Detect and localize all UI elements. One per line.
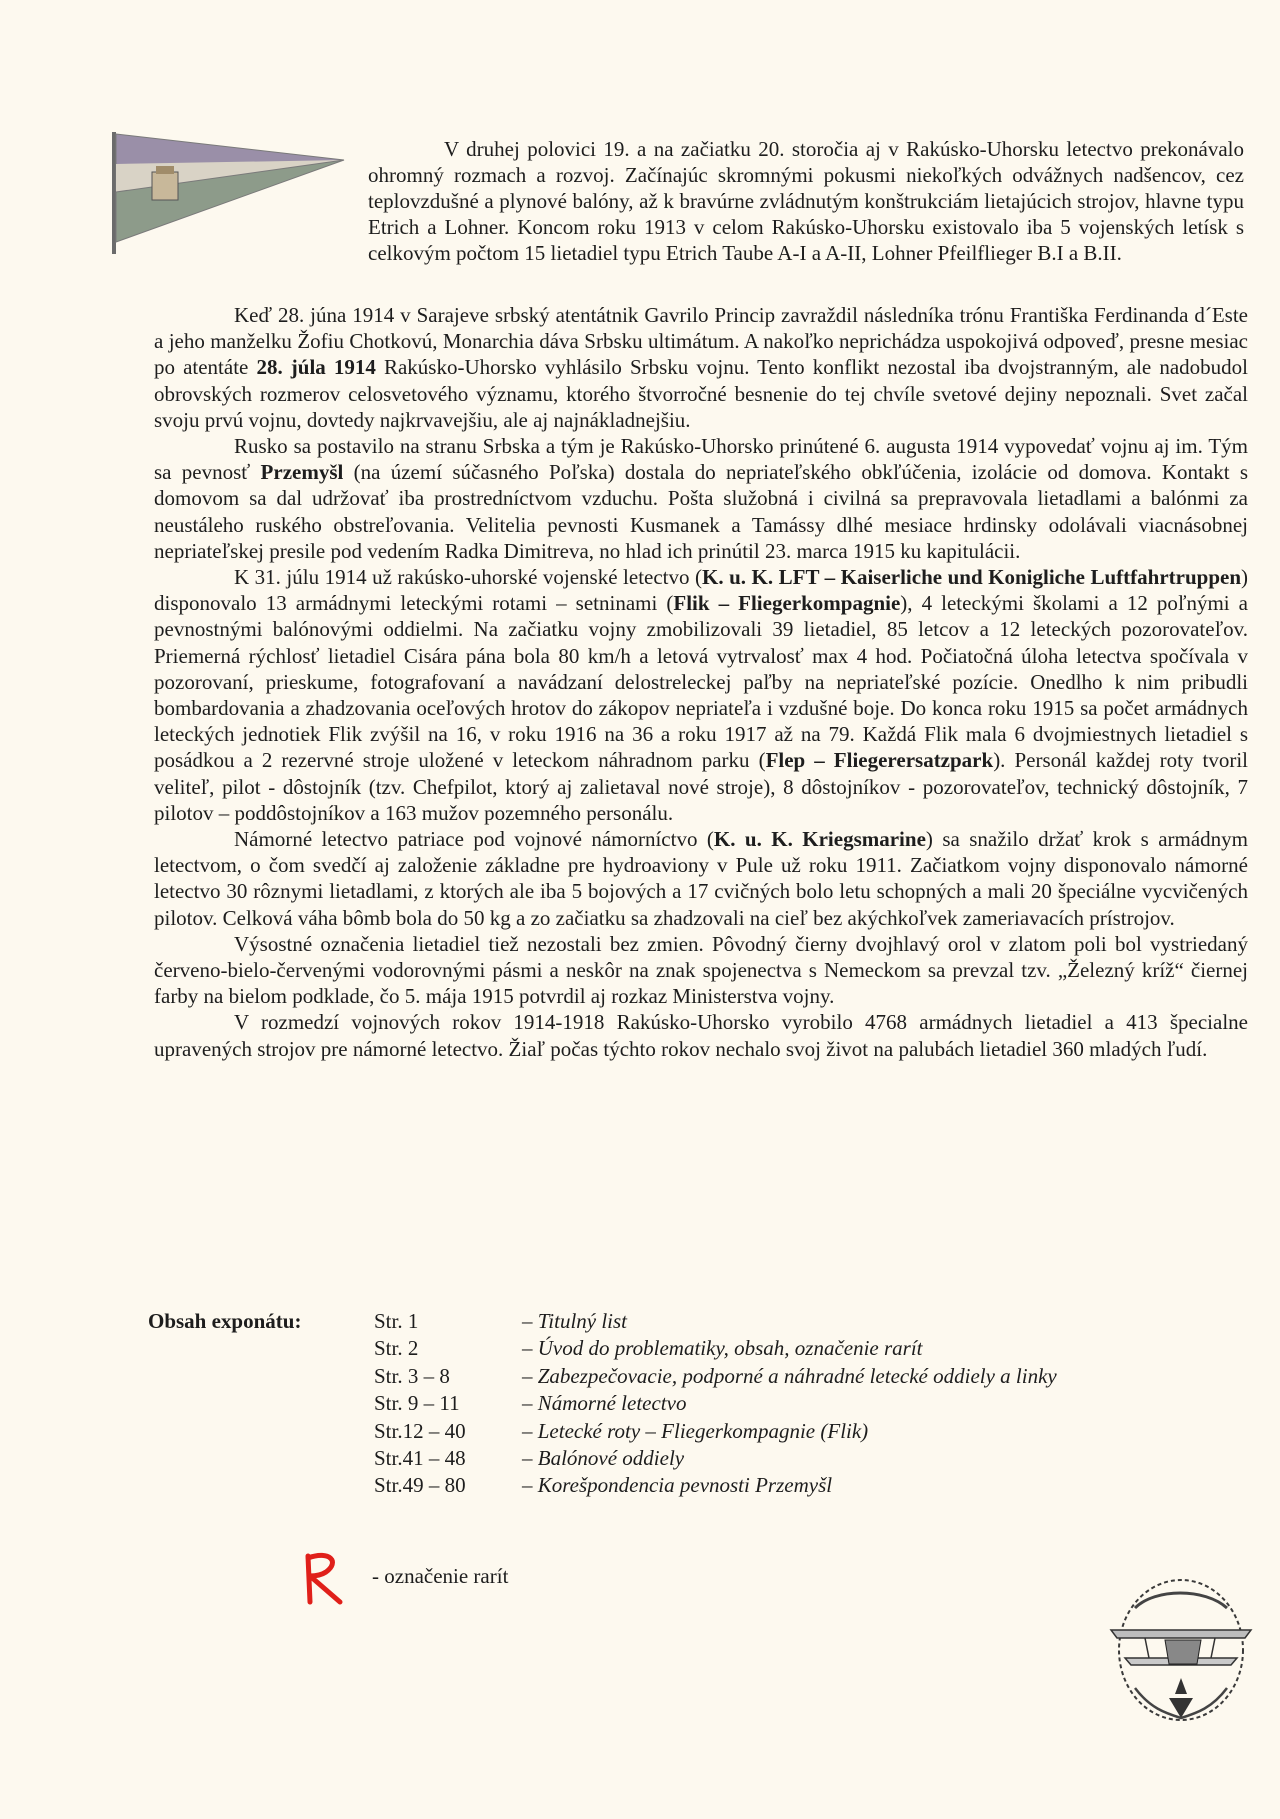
bold-term: Przemyšl — [260, 460, 344, 485]
bold-term: K. u. K. LFT – Kaiserliche und Konigliche Luftfahrtruppen — [702, 565, 1241, 590]
contents-pages: Str. 9 – 11 — [374, 1391, 460, 1416]
contents-row — [374, 1308, 1274, 1335]
contents-desc: – Korešpondencia pevnosti Przemyšl — [522, 1473, 833, 1498]
contents-desc: – Titulný list — [522, 1309, 628, 1333]
text-segment: Rusko sa postavilo na stranu Srbska a tým je Rakúsko-Uhorsko prinútené 6. augusta 1914 vypovedať vojnu aj im. Tým sa pevnosť — [154, 434, 1248, 485]
paragraph — [154, 1009, 1248, 1061]
text-segment: Keď 28. júna 1914 v Sarajeve srbský atentátnik Gavrilo Princip zavraždil následníka trónu Františka Ferdinanda d´Este a jeho manželku Žofiu Chotkovú, Monarchia dáva Srbsku ultimátum. A nakoľko neprichádza uspokojivá odpoveď, presne mesiac po atentáte — [154, 303, 1248, 380]
text-segment: Rakúsko-Uhorsko vyhlásilo Srbsku vojnu. Tento konflikt nezostal iba dvojstranným, ale nadobudol obrovských rozmerov celosvetového významu, ktorého štvorročné besnenie do tej chvíle svetové dejiny nepoznali. Svet začal svoju prvú vojnu, dovtedy najkrvavejšiu, ale aj najnákladnejšiu. — [154, 355, 1248, 432]
contents-pages: Str. 3 – 8 — [374, 1363, 450, 1388]
text-segment: ) disponovalo 13 armádnymi leteckými rotami – setninami ( — [154, 565, 1248, 616]
contents-pages: Str.12 – 40 — [374, 1418, 466, 1443]
contents-row — [374, 1445, 1274, 1472]
contents-title: Obsah exponátu: — [148, 1309, 302, 1333]
paragraph — [154, 302, 1248, 433]
rarity-mark-icon — [300, 1550, 352, 1606]
bold-term: Flep – Fliegerersatzpark — [765, 748, 994, 773]
bold-term: Flik – Fliegerkompagnie — [673, 591, 901, 616]
intro-paragraph: V druhej polovici 19. a na začiatku 20. storočia aj v Rakúsko-Uhorsku letectvo prekonávalo ohromný rozmach a rozvoj. Začínajúc skromnými pokusmi niekoľkých odvážnych nadšencov, cez teplovzdušné a plynové balóny, až k bravúrne zvládnutým konštrukciám lietajúcich strojov, hlavne typu Etrich a Lohner. Koncom roku 1913 v celom Rakúsko-Uhorsku existovalo iba 5 vojenských letísk s celkovým počtom 15 lietadiel typu Etrich Taube A-I a A-II, Lohner Pfeilflieger B.I a B.II. — [368, 137, 1244, 265]
text-segment: ). Personál každej roty tvoril veliteľ, pilot - dôstojník (tzv. Chefpilot, ktorý aj zalietaval nové stroje), 8 dôstojníkov - pozorovateľov, technický dôstojník, 7 pilotov – poddôstojníkov a 163 mužov pozemného personálu. — [154, 748, 1248, 825]
text-segment: (na území súčasného Poľska) dostala do nepriateľského obkľúčenia, izolácie od domova. Kontakt s domovom sa dal udržovať iba prostredníctvom vzduchu. Pošta služobná i civilná sa prepravovala lietadlami a balónmi za neustáleho ruského obstreľovania. Velitelia pevnosti Kusmanek a Tamássy dlhé mesiace hrdinsky odolávali viacnásobnej nepriateľskej presile pod vedením Radka Dimitreva, no hlad ich prinútil 23. marca 1915 ku kapitulácii. — [154, 460, 1248, 563]
paragraph — [154, 826, 1248, 931]
text-segment: ) sa snažilo držať krok s armádnym letectvom, o čom svedčí aj založenie základne pre hydroaviony v Pule už roku 1911. Začiatkom vojny disponovalo námorné letectvo 30 rôznymi lietadlami, z ktorých ale iba 5 bojových a 17 cvičných bolo letu schopných a mali 20 špeciálne vycvičených pilotov. Celková váha bômb bola do 50 kg a zo začiatku sa zhadzovali na cieľ bez akýchkoľvek zameriavacích prístrojov. — [154, 827, 1249, 930]
contents-desc: – Zabezpečovacie, podporné a náhradné letecké oddiely a linky — [522, 1363, 1057, 1388]
contents-row — [374, 1418, 1274, 1445]
bold-date: 28. júla 1914 — [256, 355, 376, 380]
contents-row — [374, 1390, 1274, 1417]
paragraph — [154, 564, 1248, 826]
text-segment: V rozmedzí vojnových rokov 1914-1918 Rakúsko-Uhorsko vyrobilo 4768 armádnych lietadiel a 413 špecialne upravených strojov pre námorné letectvo. Žiaľ počas týchto rokov nechalo svoj život na palubách lietadiel 360 mladých ľudí. — [154, 1010, 1248, 1061]
contents-desc: – Námorné letectvo — [522, 1391, 687, 1416]
contents-row — [374, 1472, 1274, 1499]
rarity-label: - označenie rarít — [372, 1564, 509, 1588]
contents-desc: – Úvod do problematiky, obsah, označenie rarít — [522, 1336, 923, 1361]
contents-pages: Str.49 – 80 — [374, 1473, 466, 1498]
contents-desc: – Balónové oddiely — [522, 1446, 685, 1470]
text-segment: K 31. júlu 1914 už rakúsko-uhorské vojenské letectvo ( — [234, 565, 703, 590]
contents-pages: Str. 2 — [374, 1336, 419, 1361]
paragraph — [154, 931, 1248, 1010]
contents-pages: Str. 1 — [374, 1309, 419, 1333]
paragraph — [154, 433, 1248, 564]
text-segment: Námorné letectvo patriace pod vojnové námorníctvo ( — [234, 827, 714, 852]
aviation-emblem-icon — [1105, 1568, 1257, 1730]
pennant-flag-icon — [108, 130, 348, 260]
bold-term: K. u. K. Kriegsmarine — [713, 827, 926, 852]
text-segment: Výsostné označenia lietadiel tiež nezostali bez zmien. Pôvodný čierny dvojhlavý orol v zlatom poli bol vystriedaný červeno-bielo-červenými vodorovnými pásmi a neskôr na znak spojenectva s Nemeckom sa prevzal tzv. „Železný kríž“ čiernej farby na bielom podklade, čo 5. mája 1915 potvrdil aj rozkaz Ministerstva vojny. — [154, 931, 1248, 1009]
contents-desc: – Letecké roty – Fliegerkompagnie (Flik) — [522, 1418, 869, 1443]
contents-row — [374, 1335, 1274, 1362]
text-segment: ), 4 leteckými školami a 12 poľnými a pevnostnými balónovými oddielmi. Na začiatku vojny zmobilizovali 39 lietadiel, 85 letcov a 12 leteckých pozorovateľov. Priemerná rýchlosť lietadiel Cisára pána bola 80 km/h a letová vytrvalosť max 4 hod. Počiatočná úloha letectva spočívala v pozorovaní, prieskume, fotografovaní a navádzaní delostreleckej paľby na nepriateľské pozície. Onedlho k nim pribudli bombardovania a zhadzovania oceľových hrotov do zákopov nepriateľa i vzdušné boje. Do konca roku 1915 sa počet armádnych leteckých jednotiek Flik zvýšil na 16, v roku 1916 na 36 a roku 1917 až na 79. Každá Flik mala 6 dvojmiestnych lietadiel s posádkou a 2 rezervné stroje uložené v leteckom náhradnom parku ( — [154, 591, 1248, 773]
contents-pages: Str.41 – 48 — [374, 1446, 466, 1470]
contents-row — [374, 1363, 1274, 1390]
body-text — [154, 302, 1248, 1062]
